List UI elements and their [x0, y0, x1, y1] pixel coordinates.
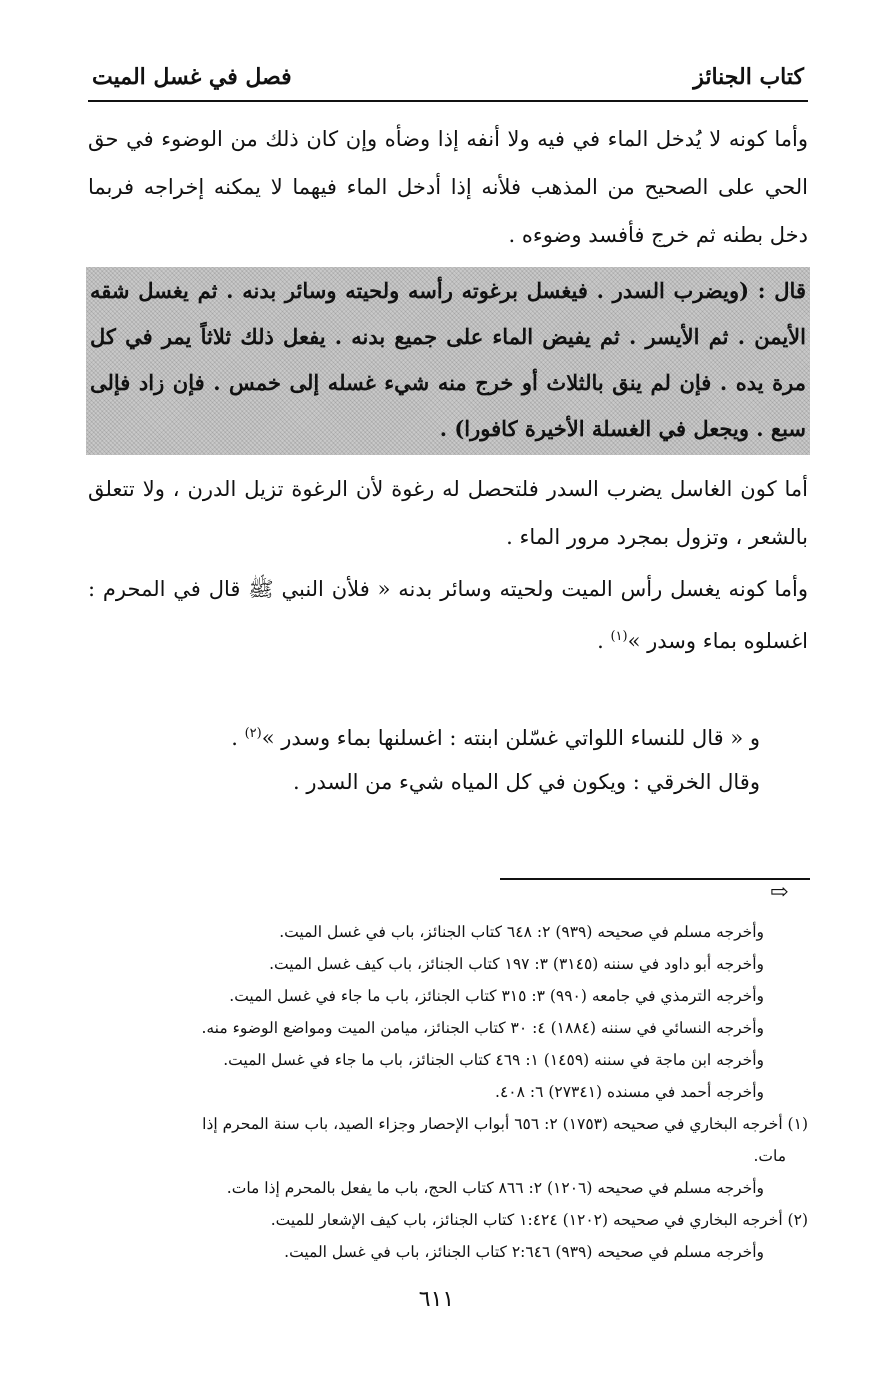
footnote-1: (١) أخرجه البخاري في صحيحه (١٧٥٣) ٢: ٦٥٦ أبواب الإحصار وجزاء الصيد، باب سنة المحرم إذا: [202, 1115, 808, 1133]
book-title: كتاب الجنائز: [693, 64, 804, 90]
footnote-2-extra: وأخرجه مسلم في صحيحه (٩٣٩) ٢:٦٤٦ كتاب الجنائز، باب في غسل الميت.: [284, 1243, 764, 1261]
footnote-1-extra: وأخرجه مسلم في صحيحه (١٢٠٦) ٢: ٨٦٦ كتاب الحج، باب ما يفعل بالمحرم إذا مات.: [226, 1179, 764, 1197]
footnote-line: وأخرجه النسائي في سننه (١٨٨٤) ٤: ٣٠ كتاب الجنائز، ميامن الميت ومواضع الوضوء منه.: [201, 1019, 764, 1037]
paragraph-1: وأما كونه لا يُدخل الماء في فيه ولا أنفه إذا وضأه وإن كان ذلك من الوضوء في حق الحي على الصحيح من المذهب فلأنه إذا أدخل الماء فيهما لا يمكنه إخراجه فربما دخل بطنه ثم خرج فأفسد وضوءه .: [88, 127, 808, 247]
footnote-line: وأخرجه أحمد في مسنده (٢٧٣٤١) ٦: ٤٠٨.: [495, 1083, 764, 1101]
matn-paragraph: قال : (ويضرب السدر . فيغسل برغوته رأسه ولحيته وسائر بدنه . ثم يغسل شقه الأيمن . ثم الأيسر . ثم يفيض الماء على جميع بدنه . يفعل ذلك ثلاثاً يمر في كل مرة يده . فإن لم ينق بالثلاث أو خرج منه شيء غسله إلى خمس . فإن زاد فإلى سبع . ويجعل في الغسلة الأخيرة كافورا) .: [90, 278, 806, 441]
footnote-ref-1[interactable]: (١): [610, 629, 628, 644]
paragraph-5: [88, 710, 808, 762]
footnote-line: وأخرجه أبو داود في سننه (٣١٤٥) ٣: ١٩٧ كتاب الجنائز، باب كيف غسل الميت.: [269, 955, 764, 973]
section-title: فصل في غسل الميت: [92, 64, 292, 90]
running-header: [88, 60, 808, 102]
footnote-line: وأخرجه مسلم في صحيحه (٩٣٩) ٢: ٦٤٨ كتاب الجنائز، باب في غسل الميت.: [279, 923, 764, 941]
footnotes: [88, 916, 810, 1268]
paragraph-4-end: .: [597, 629, 611, 653]
paragraph-3: أما كون الغاسل يضرب السدر فلتحصل له رغوة لأن الرغوة تزيل الدرن ، ولا تتعلق بالشعر ، وتزول بمجرد مرور الماء .: [88, 477, 808, 549]
paragraph-4-text: وأما كونه يغسل رأس الميت ولحيته وسائر بدنه « فلأن النبي ﷺ قال في المحرم : اغسلوه بماء وسدر »: [88, 577, 808, 653]
paragraph-4: [88, 565, 808, 665]
footnote-2: (٢) أخرجه البخاري في صحيحه (١٢٠٢) ١:٤٢٤ كتاب الجنائز، باب كيف الإشعار للميت.: [270, 1211, 808, 1229]
footnote-1-continued: مات.: [753, 1147, 786, 1165]
continuation-arrow-icon: ⇨: [770, 880, 789, 905]
footnote-ref-2[interactable]: (٢): [244, 726, 262, 741]
page-number: ٦١١: [418, 1287, 455, 1312]
footnote-line: وأخرجه ابن ماجة في سننه (١٤٥٩) ١: ٤٦٩ كتاب الجنائز، باب ما جاء في غسل الميت.: [223, 1051, 764, 1069]
paragraph-6: وقال الخرقي : ويكون في كل المياه شيء من السدر .: [292, 770, 760, 794]
footnote-divider: [500, 878, 810, 880]
footnote-line: وأخرجه الترمذي في جامعه (٩٩٠) ٣: ٣١٥ كتاب الجنائز، باب ما جاء في غسل الميت.: [229, 987, 764, 1005]
paragraph-5-text: و « قال للنساء اللواتي غسّلن ابنته : اغسلنها بماء وسدر »: [261, 726, 760, 750]
paragraph-5-end: .: [231, 726, 245, 750]
